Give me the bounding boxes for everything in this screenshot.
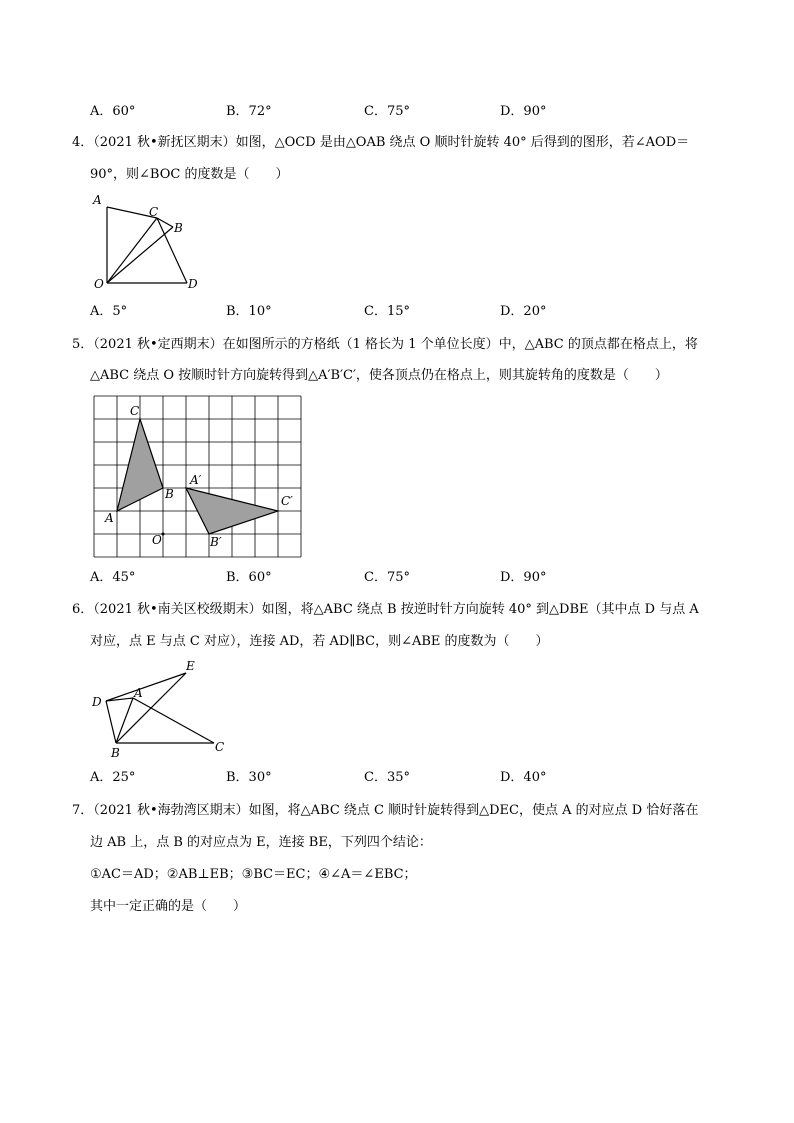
q4-figure bbox=[85, 190, 215, 290]
q6-label-d: D bbox=[92, 695, 102, 709]
q5-label-c-prime: C′ bbox=[281, 494, 293, 508]
q5-text-line2: △ABC 绕点 O 按顺时针方向旋转得到△A′B′C′，使各顶点仍在格点上，则其旋转角的度数是（ ） bbox=[90, 368, 668, 383]
q6-text-line1: 6．（2021 秋•南关区校级期末）如图，将△ABC 绕点 B 按逆时针方向旋转 40° 到△DBE（其中点 D 与点 A bbox=[72, 602, 699, 617]
q5-option-d: D．90° bbox=[500, 570, 547, 585]
q6-label-e: E bbox=[186, 659, 195, 673]
q4-label-b: B bbox=[174, 221, 183, 235]
q5-label-a-prime: A′ bbox=[190, 473, 202, 487]
q5-label-b-prime: B′ bbox=[210, 535, 222, 549]
q4-option-a: A．5° bbox=[90, 304, 128, 319]
q6-option-a: A．25° bbox=[90, 770, 136, 785]
q5-option-c: C．75° bbox=[364, 570, 410, 585]
q6-text-line2: 对应，点 E 与点 C 对应），连接 AD，若 AD∥BC，则∠ABE 的度数为（ ） bbox=[90, 634, 549, 649]
q4-label-c: C bbox=[149, 205, 159, 219]
q6-label-a: A bbox=[134, 686, 143, 700]
q5-label-o: O bbox=[152, 533, 162, 547]
q5-option-b: B．60° bbox=[226, 570, 272, 585]
q3-option-a: A．60° bbox=[90, 104, 136, 119]
q4-option-c: C．15° bbox=[364, 304, 410, 319]
q6-option-d: D．40° bbox=[500, 770, 547, 785]
q4-text-line2: 90°，则∠BOC 的度数是（ ） bbox=[90, 167, 289, 182]
q4-text-line1: 4．（2021 秋•新抚区期末）如图，△OCD 是由△OAB 绕点 O 顺时针旋转 40° 后得到的图形，若∠AOD＝ bbox=[72, 135, 690, 150]
q5-label-c: C bbox=[130, 404, 140, 418]
q6-label-c: C bbox=[215, 740, 225, 754]
q4-option-d: D．20° bbox=[500, 304, 547, 319]
q7-text-line4: 其中一定正确的是（ ） bbox=[90, 899, 247, 914]
q6-option-c: C．35° bbox=[364, 770, 410, 785]
q5-text-line1: 5．（2021 秋•定西期末）在如图所示的方格纸（1 格长为 1 个单位长度）中，△ABC 的顶点都在格点上，将 bbox=[72, 337, 698, 352]
q5-label-b: B bbox=[165, 487, 174, 501]
q7-text-line3: ①AC＝AD；②AB⊥EB；③BC＝EC；④∠A＝∠EBC； bbox=[90, 867, 417, 882]
q7-text-line2: 边 AB 上，点 B 的对应点为 E，连接 BE，下列四个结论： bbox=[90, 835, 432, 850]
q5-label-a: A bbox=[105, 511, 114, 525]
q4-option-b: B．10° bbox=[226, 304, 272, 319]
q6-figure bbox=[88, 656, 238, 764]
q4-label-o: O bbox=[94, 277, 104, 290]
q5-option-a: A．45° bbox=[90, 570, 136, 585]
q3-option-c: C．75° bbox=[364, 104, 410, 119]
q6-label-b: B bbox=[111, 746, 120, 760]
q4-label-d: D bbox=[188, 277, 198, 290]
q4-label-a: A bbox=[93, 193, 102, 207]
q7-text-line1: 7．（2021 秋•海勃湾区期末）如图，将△ABC 绕点 C 顺时针旋转得到△DEC，使点 A 的对应点 D 恰好落在 bbox=[72, 803, 699, 818]
q5-grid-figure bbox=[90, 392, 308, 558]
q6-option-b: B．30° bbox=[226, 770, 272, 785]
q3-option-b: B．72° bbox=[226, 104, 272, 119]
q3-option-d: D．90° bbox=[500, 104, 547, 119]
